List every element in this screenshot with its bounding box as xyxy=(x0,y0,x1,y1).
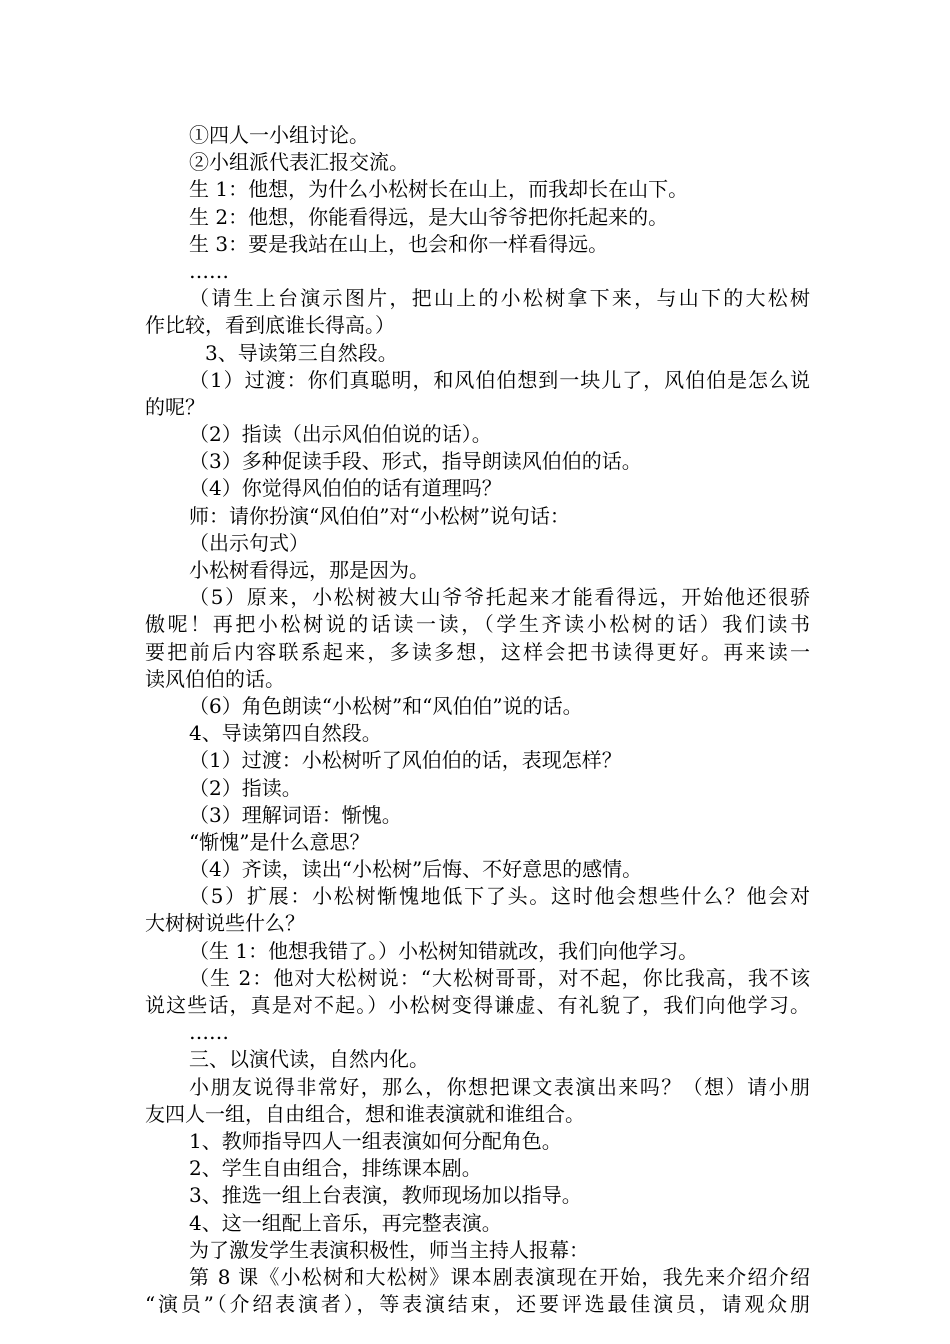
text-line: 4、这一组配上音乐，再完整表演。 xyxy=(189,1210,502,1235)
text-line: （5）扩展：小松树惭愧地低下了头。这时他会想些什么？他会对 xyxy=(189,884,810,909)
text-line: 说这些话，真是对不起。）小松树变得谦虚、有礼貌了，我们向他学习。 xyxy=(145,993,810,1017)
text-line: 友四人一组，自由组合，想和谁表演就和谁组合。 xyxy=(145,1101,585,1126)
text-line: （生 1：他想我错了。）小松树知错就改，我们向他学习。 xyxy=(189,938,699,963)
text-line: 为了激发学生表演积极性，师当主持人报幕： xyxy=(189,1237,589,1262)
text-line: “演员”（介绍表演者），等表演结束，还要评选最佳演员，请观众朋 xyxy=(145,1292,810,1317)
text-line: ①四人一小组讨论。 xyxy=(189,123,369,147)
text-line: 第 8 课《小松树和大松树》课本剧表演现在开始，我先来介绍介绍 xyxy=(189,1264,810,1289)
text-line: 的呢？ xyxy=(145,394,205,419)
text-line: （3）多种促读手段、形式，指导朗读风伯伯的话。 xyxy=(189,449,642,474)
text-line: …… xyxy=(189,1020,229,1045)
text-line: （2）指读（出示风伯伯说的话）。 xyxy=(189,422,492,447)
text-line: （4）齐读，读出“小松树”后悔、不好意思的感情。 xyxy=(189,857,643,882)
text-line: 三、以演代读，自然内化。 xyxy=(189,1047,429,1072)
text-line: （生 2：他对大松树说：“大松树哥哥，对不起，你比我高，我不该 xyxy=(189,965,810,990)
text-line: （出示句式） xyxy=(189,530,309,555)
text-line: ②小组派代表汇报交流。 xyxy=(189,150,409,175)
text-line: （1）过渡：小松树听了风伯伯的话，表现怎样？ xyxy=(189,748,622,773)
text-line: （2）指读。 xyxy=(189,775,302,800)
document-body xyxy=(145,122,810,1318)
text-line: （4）你觉得风伯伯的话有道理吗？ xyxy=(189,476,502,501)
text-line: 大树树说些什么？ xyxy=(145,911,305,936)
text-line: 作比较，看到底谁长得高。） xyxy=(145,313,395,338)
text-line: “惭愧”是什么意思？ xyxy=(189,829,370,854)
text-line: 要把前后内容联系起来，多读多想，这样会把书读得更好。再来读一 xyxy=(145,639,810,664)
text-line: 生 1：他想，为什么小松树长在山上，而我却长在山下。 xyxy=(189,177,689,202)
text-line: 3、推选一组上台表演，教师现场加以指导。 xyxy=(189,1183,582,1208)
text-line: 师：请你扮演“风伯伯”对“小松树”说句话： xyxy=(189,503,570,528)
text-line: （5）原来，小松树被大山爷爷托起来才能看得远，开始他还很骄 xyxy=(189,585,810,610)
text-line: …… xyxy=(189,258,229,283)
text-line: （6）角色朗读“小松树”和“风伯伯”说的话。 xyxy=(189,693,583,718)
text-line: 读风伯伯的话。 xyxy=(145,666,285,691)
text-line: 2、学生自由组合，排练课本剧。 xyxy=(189,1156,482,1181)
text-line: 4、导读第四自然段。 xyxy=(189,721,382,746)
text-line: （3）理解词语：惭愧。 xyxy=(189,802,402,827)
text-line: 小松树看得远，那是因为。 xyxy=(189,558,429,582)
text-line: 生 2：他想，你能看得远，是大山爷爷把你托起来的。 xyxy=(189,204,669,229)
text-line: 小朋友说得非常好，那么，你想把课文表演出来吗？（想）请小朋 xyxy=(189,1074,810,1099)
text-line: （请生上台演示图片，把山上的小松树拿下来，与山下的大松树 xyxy=(189,286,810,311)
text-line: 3、导读第三自然段。 xyxy=(205,340,398,365)
text-line: 傲呢！再把小松树说的话读一读，（学生齐读小松树的话）我们读书 xyxy=(145,612,810,637)
text-line: （1）过渡：你们真聪明，和风伯伯想到一块儿了，风伯伯是怎么说 xyxy=(189,367,810,392)
text-line: 1、教师指导四人一组表演如何分配角色。 xyxy=(189,1128,562,1153)
text-line: 生 3：要是我站在山上，也会和你一样看得远。 xyxy=(189,231,609,256)
